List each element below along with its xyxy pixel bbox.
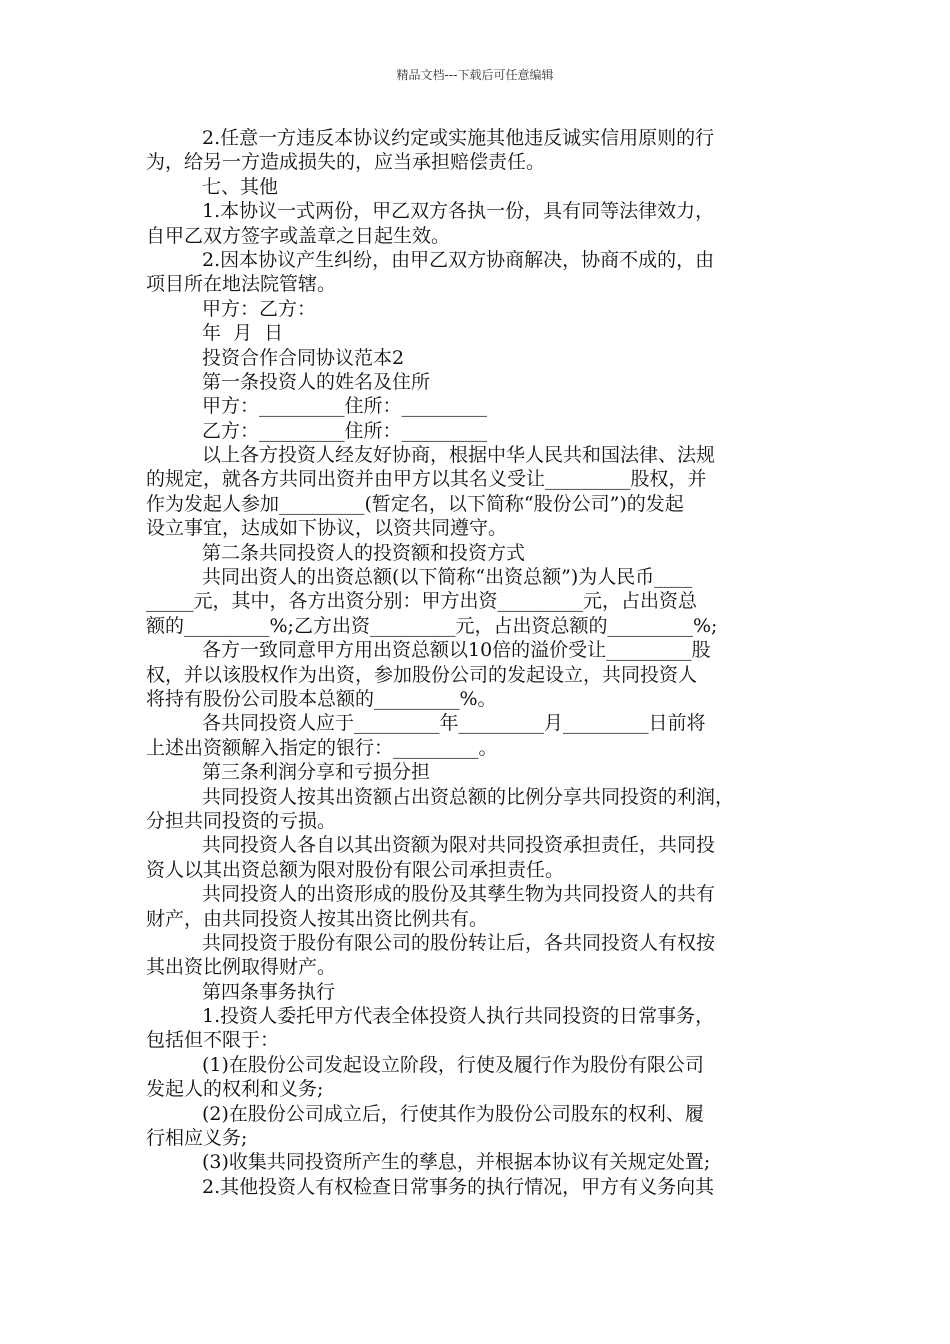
text-line: 共同投资人各自以其出资额为限对共同投资承担责任，共同投: [202, 834, 716, 857]
text-line: 第一条投资人的姓名及住所: [202, 370, 431, 393]
text-line: _____元，其中，各方出资分别：甲方出资_________元，占出资总: [146, 590, 698, 613]
text-line: 共同投资人的出资形成的股份及其孳生物为共同投资人的共有: [202, 883, 716, 906]
text-line: 甲方：乙方：: [202, 297, 317, 320]
text-line: 共同投资于股份有限公司的股份转让后，各共同投资人有权按: [202, 931, 716, 954]
text-line: 投资合作合同协议范本2: [202, 346, 405, 369]
text-line: 上述出资额解入指定的银行：_________。: [146, 736, 498, 759]
text-line: 甲方：_________住所：_________: [202, 395, 488, 418]
text-line: 财产，由共同投资人按其出资比例共有。: [146, 907, 489, 930]
text-line: 作为发起人参加_________(暂定名，以下简称“股份公司”)的发起: [146, 492, 684, 515]
text-line: 2.其他投资人有权检查日常事务的执行情况，甲方有义务向其: [202, 1175, 715, 1198]
text-line: 为，给另一方造成损失的，应当承担赔偿责任。: [146, 151, 546, 174]
text-line: 各共同投资人应于_________年_________月_________日前将: [202, 712, 706, 735]
text-line: (1)在股份公司发起设立阶段，行使及履行作为股份有限公司: [202, 1053, 704, 1076]
text-line: 行相应义务;: [146, 1127, 248, 1150]
text-line: 第四条事务执行: [202, 980, 336, 1003]
text-line: 共同投资人按其出资额占出资总额的比例分享共同投资的利润，: [202, 785, 735, 808]
text-line: (3)收集共同投资所产生的孳息，并根据本协议有关规定处置;: [202, 1151, 711, 1174]
text-line: 的规定，就各方共同出资并由甲方以其名义受让_________股权，并: [146, 468, 707, 491]
text-line: 第三条利润分享和亏损分担: [202, 761, 431, 784]
document-body: [146, 126, 814, 1199]
text-line: 其出资比例取得财产。: [146, 956, 337, 979]
text-line: (2)在股份公司成立后，行使其作为股份公司股东的权利、履: [202, 1102, 704, 1125]
text-line: 共同出资人的出资总额(以下简称“出资总额”)为人民币____: [202, 566, 693, 589]
text-line: 包括但不限于：: [146, 1029, 280, 1052]
text-line: 项目所在地法院管辖。: [146, 273, 337, 296]
text-line: 2.任意一方违反本协议约定或实施其他违反诚实信用原则的行: [202, 127, 715, 149]
text-line: 七、其他: [202, 175, 279, 198]
text-line: 权，并以该股权作为出资，参加股份公司的发起设立，共同投资人: [146, 663, 698, 686]
page-header: 精品文档---下载后可任意编辑: [396, 68, 554, 82]
text-line: 将持有股份公司股本总额的_________%。: [146, 687, 497, 710]
text-line: 年 月 日: [202, 322, 284, 345]
text-line: 乙方：_________住所：_________: [202, 419, 488, 442]
text-line: 发起人的权利和义务;: [146, 1078, 324, 1101]
text-line: 2.因本协议产生纠纷，由甲乙双方协商解决，协商不成的，由: [202, 248, 715, 271]
text-line: 设立事宜，达成如下协议，以资共同遵守。: [146, 517, 508, 540]
text-line: 1.投资人委托甲方代表全体投资人执行共同投资的日常事务，: [202, 1005, 715, 1028]
text-line: 分担共同投资的亏损。: [146, 809, 337, 832]
text-line: 资人以其出资总额为限对股份有限公司承担责任。: [146, 858, 565, 881]
text-line: 以上各方投资人经友好协商，根据中华人民共和国法律、法规: [202, 444, 716, 467]
text-line: 自甲乙双方签字或盖章之日起生效。: [146, 224, 451, 247]
text-line: 额的_________%;乙方出资_________元，占出资总额的_________%;: [146, 614, 718, 637]
text-line: 第二条共同投资人的投资额和投资方式: [202, 541, 526, 564]
text-line: 各方一致同意甲方用出资总额以10倍的溢价受让_________股: [202, 639, 711, 662]
text-line: 1.本协议一式两份，甲乙双方各执一份，具有同等法律效力，: [202, 200, 715, 223]
